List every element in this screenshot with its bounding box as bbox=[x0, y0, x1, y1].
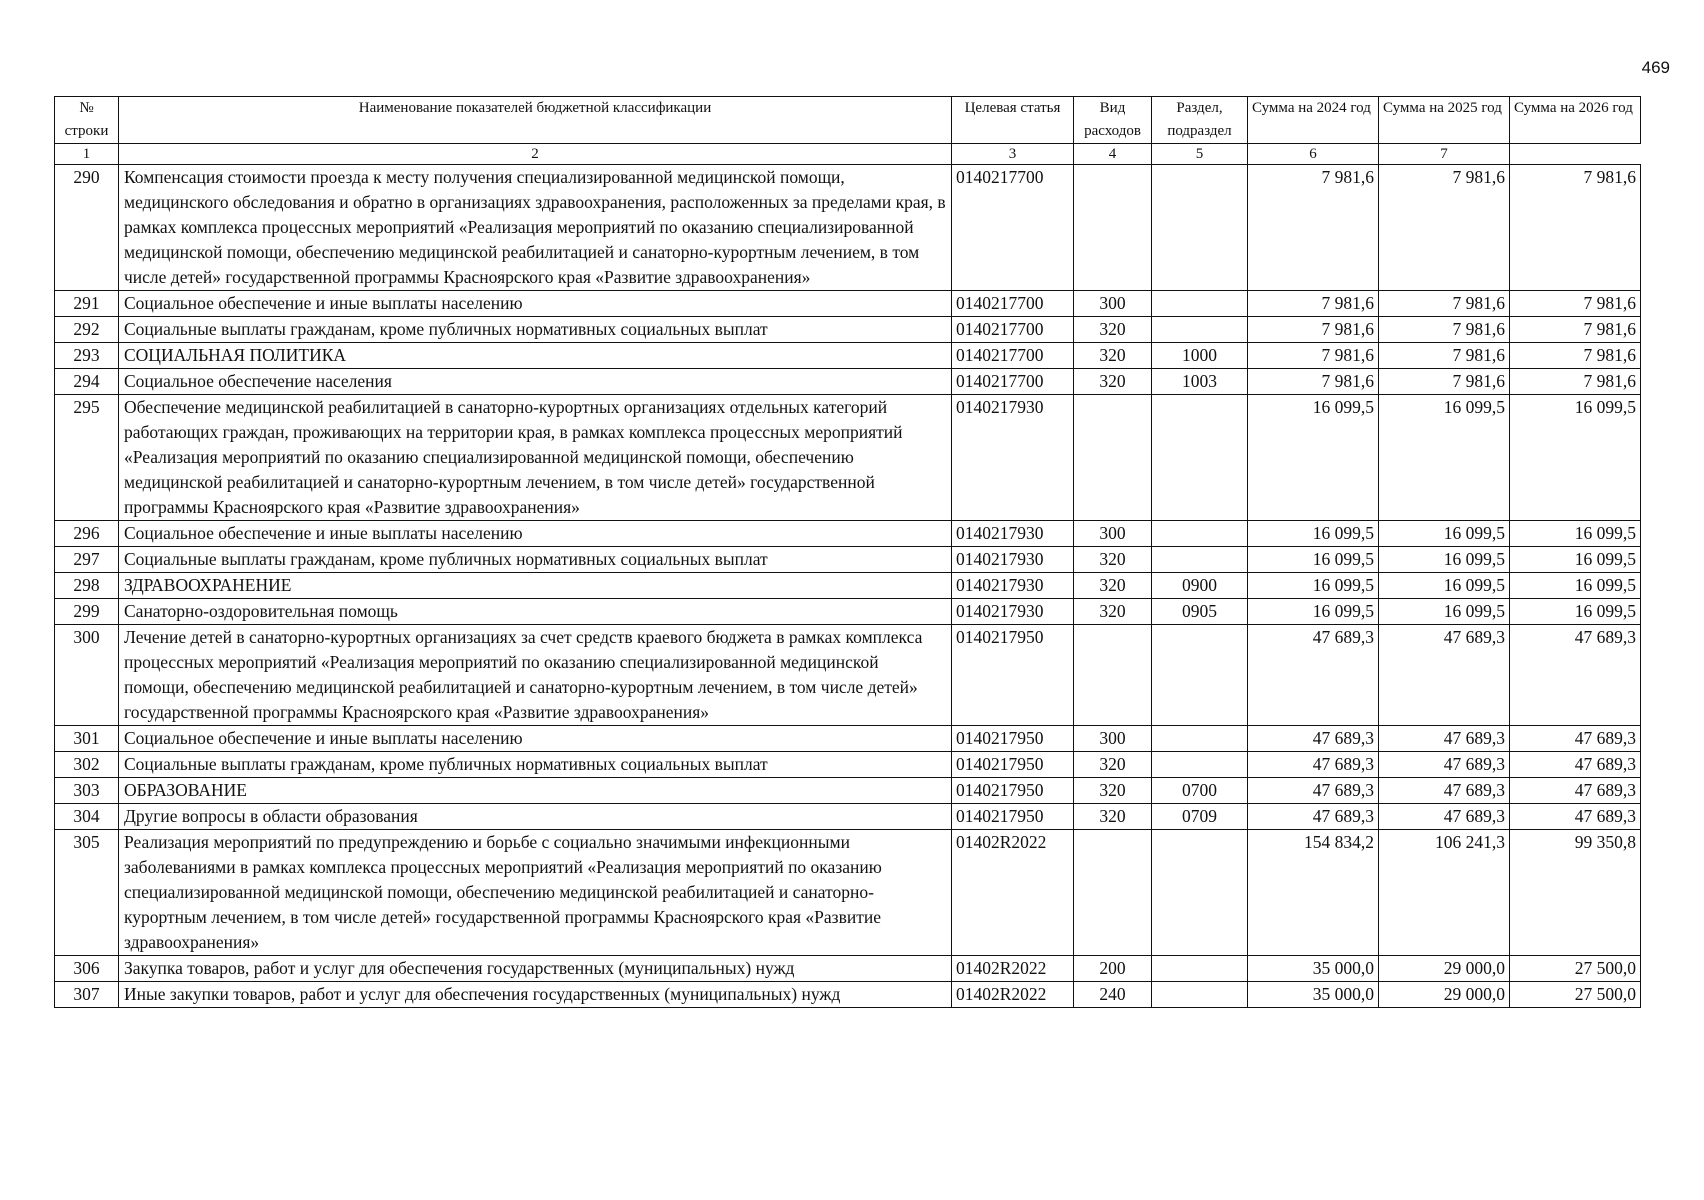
sum-2026-cell: 16 099,5 bbox=[1510, 521, 1641, 547]
expense-type-cell: 320 bbox=[1074, 547, 1152, 573]
target-article-cell: 0140217700 bbox=[952, 165, 1074, 291]
expense-type-cell: 320 bbox=[1074, 752, 1152, 778]
section-cell: 1003 bbox=[1152, 369, 1248, 395]
sum-2025-cell: 47 689,3 bbox=[1379, 625, 1510, 726]
expense-type-cell bbox=[1074, 165, 1152, 291]
target-article-cell: 0140217950 bbox=[952, 778, 1074, 804]
indicator-name-cell: Лечение детей в санаторно-курортных организациях за счет средств краевого бюджета в рамках комплекса процессных мероприятий «Реализация мероприятий по оказанию специализированной медицинской помощи, обеспечению медицинской реабилитацией и санаторно-курортным лечением, в том числе детей» государственной программы Красноярского края «Развитие здравоохранения» bbox=[119, 625, 952, 726]
header-sum-2024: Сумма на 2024 год bbox=[1248, 97, 1379, 144]
target-article-cell: 0140217700 bbox=[952, 369, 1074, 395]
sum-2026-cell: 16 099,5 bbox=[1510, 599, 1641, 625]
section-cell: 0700 bbox=[1152, 778, 1248, 804]
target-article-cell: 01402R2022 bbox=[952, 830, 1074, 956]
sum-2025-cell: 47 689,3 bbox=[1379, 778, 1510, 804]
expense-type-cell: 320 bbox=[1074, 778, 1152, 804]
sum-2026-cell: 16 099,5 bbox=[1510, 395, 1641, 521]
expense-type-cell bbox=[1074, 625, 1152, 726]
target-article-cell: 01402R2022 bbox=[952, 956, 1074, 982]
indicator-name-cell: Компенсация стоимости проезда к месту получения специализированной медицинской помощи, медицинского обследования и обратно в организациях здравоохранения, расположенных за пределами края, в рамках комплекса процессных мероприятий «Реализация мероприятий по оказанию специализированной медицинской помощи, обеспечению медицинской реабилитацией и санаторно-курортным лечением, в том числе детей» государственной программы Красноярского края «Развитие здравоохранения» bbox=[119, 165, 952, 291]
sum-2024-cell: 47 689,3 bbox=[1248, 778, 1379, 804]
sum-2024-cell: 16 099,5 bbox=[1248, 395, 1379, 521]
table-row bbox=[55, 956, 1641, 982]
sum-2025-cell: 47 689,3 bbox=[1379, 752, 1510, 778]
row-number-cell: 299 bbox=[55, 599, 119, 625]
expense-type-cell: 300 bbox=[1074, 291, 1152, 317]
row-number-cell: 297 bbox=[55, 547, 119, 573]
header-row-number: № строки bbox=[55, 97, 119, 144]
column-index: 5 bbox=[1152, 144, 1248, 165]
indicator-name-cell: Иные закупки товаров, работ и услуг для обеспечения государственных (муниципальных) нужд bbox=[119, 982, 952, 1008]
target-article-cell: 0140217930 bbox=[952, 547, 1074, 573]
column-index: 1 bbox=[55, 144, 119, 165]
sum-2024-cell: 35 000,0 bbox=[1248, 982, 1379, 1008]
sum-2025-cell: 16 099,5 bbox=[1379, 521, 1510, 547]
sum-2024-cell: 16 099,5 bbox=[1248, 599, 1379, 625]
sum-2025-cell: 29 000,0 bbox=[1379, 956, 1510, 982]
target-article-cell: 01402R2022 bbox=[952, 982, 1074, 1008]
indicator-name-cell: Социальные выплаты гражданам, кроме публичных нормативных социальных выплат bbox=[119, 547, 952, 573]
column-index: 3 bbox=[952, 144, 1074, 165]
sum-2025-cell: 47 689,3 bbox=[1379, 726, 1510, 752]
table-row bbox=[55, 547, 1641, 573]
table-row bbox=[55, 395, 1641, 521]
sum-2025-cell: 106 241,3 bbox=[1379, 830, 1510, 956]
table-row bbox=[55, 291, 1641, 317]
row-number-cell: 296 bbox=[55, 521, 119, 547]
table-row bbox=[55, 982, 1641, 1008]
sum-2026-cell: 47 689,3 bbox=[1510, 625, 1641, 726]
sum-2025-cell: 16 099,5 bbox=[1379, 395, 1510, 521]
sum-2025-cell: 7 981,6 bbox=[1379, 165, 1510, 291]
page-number: 469 bbox=[1641, 58, 1670, 77]
section-cell bbox=[1152, 395, 1248, 521]
column-index: 6 bbox=[1248, 144, 1379, 165]
table-row bbox=[55, 165, 1641, 291]
sum-2026-cell: 47 689,3 bbox=[1510, 752, 1641, 778]
row-number-cell: 290 bbox=[55, 165, 119, 291]
expense-type-cell: 320 bbox=[1074, 317, 1152, 343]
table-row bbox=[55, 726, 1641, 752]
sum-2025-cell: 7 981,6 bbox=[1379, 369, 1510, 395]
table-row bbox=[55, 343, 1641, 369]
section-cell: 0900 bbox=[1152, 573, 1248, 599]
row-number-cell: 302 bbox=[55, 752, 119, 778]
sum-2024-cell: 47 689,3 bbox=[1248, 726, 1379, 752]
sum-2024-cell: 16 099,5 bbox=[1248, 573, 1379, 599]
table-row bbox=[55, 625, 1641, 726]
table-body bbox=[55, 165, 1641, 1008]
expense-type-cell: 240 bbox=[1074, 982, 1152, 1008]
indicator-name-cell: Закупка товаров, работ и услуг для обеспечения государственных (муниципальных) нужд bbox=[119, 956, 952, 982]
sum-2025-cell: 7 981,6 bbox=[1379, 291, 1510, 317]
indicator-name-cell: Социальные выплаты гражданам, кроме публичных нормативных социальных выплат bbox=[119, 752, 952, 778]
header-target-article: Целевая статья bbox=[952, 97, 1074, 144]
section-cell: 0709 bbox=[1152, 804, 1248, 830]
target-article-cell: 0140217930 bbox=[952, 599, 1074, 625]
table-row bbox=[55, 573, 1641, 599]
indicator-name-cell: Социальное обеспечение и иные выплаты населению bbox=[119, 726, 952, 752]
sum-2025-cell: 7 981,6 bbox=[1379, 343, 1510, 369]
row-number-cell: 291 bbox=[55, 291, 119, 317]
sum-2024-cell: 47 689,3 bbox=[1248, 625, 1379, 726]
section-cell bbox=[1152, 982, 1248, 1008]
sum-2025-cell: 16 099,5 bbox=[1379, 599, 1510, 625]
sum-2024-cell: 16 099,5 bbox=[1248, 521, 1379, 547]
sum-2024-cell: 7 981,6 bbox=[1248, 343, 1379, 369]
table-row bbox=[55, 521, 1641, 547]
sum-2024-cell: 16 099,5 bbox=[1248, 547, 1379, 573]
expense-type-cell: 300 bbox=[1074, 726, 1152, 752]
section-cell: 0905 bbox=[1152, 599, 1248, 625]
sum-2026-cell: 27 500,0 bbox=[1510, 982, 1641, 1008]
sum-2024-cell: 7 981,6 bbox=[1248, 317, 1379, 343]
expense-type-cell: 320 bbox=[1074, 573, 1152, 599]
expense-type-cell: 320 bbox=[1074, 343, 1152, 369]
sum-2024-cell: 154 834,2 bbox=[1248, 830, 1379, 956]
sum-2026-cell: 16 099,5 bbox=[1510, 573, 1641, 599]
row-number-cell: 305 bbox=[55, 830, 119, 956]
sum-2025-cell: 7 981,6 bbox=[1379, 317, 1510, 343]
header-indicator-name: Наименование показателей бюджетной классификации bbox=[119, 97, 952, 144]
column-index: 2 bbox=[119, 144, 952, 165]
sum-2024-cell: 7 981,6 bbox=[1248, 165, 1379, 291]
indicator-name-cell: ОБРАЗОВАНИЕ bbox=[119, 778, 952, 804]
sum-2026-cell: 16 099,5 bbox=[1510, 547, 1641, 573]
table-header-row bbox=[55, 97, 1641, 144]
row-number-cell: 304 bbox=[55, 804, 119, 830]
target-article-cell: 0140217700 bbox=[952, 343, 1074, 369]
sum-2026-cell: 7 981,6 bbox=[1510, 291, 1641, 317]
section-cell bbox=[1152, 726, 1248, 752]
row-number-cell: 293 bbox=[55, 343, 119, 369]
row-number-cell: 307 bbox=[55, 982, 119, 1008]
sum-2026-cell: 47 689,3 bbox=[1510, 804, 1641, 830]
sum-2024-cell: 35 000,0 bbox=[1248, 956, 1379, 982]
budget-classification-table bbox=[54, 96, 1641, 1008]
target-article-cell: 0140217930 bbox=[952, 521, 1074, 547]
sum-2026-cell: 7 981,6 bbox=[1510, 317, 1641, 343]
sum-2025-cell: 29 000,0 bbox=[1379, 982, 1510, 1008]
row-number-cell: 303 bbox=[55, 778, 119, 804]
column-index-row bbox=[55, 144, 1641, 165]
indicator-name-cell: СОЦИАЛЬНАЯ ПОЛИТИКА bbox=[119, 343, 952, 369]
section-cell bbox=[1152, 521, 1248, 547]
sum-2026-cell: 27 500,0 bbox=[1510, 956, 1641, 982]
sum-2026-cell: 7 981,6 bbox=[1510, 369, 1641, 395]
table-row bbox=[55, 778, 1641, 804]
indicator-name-cell: Социальное обеспечение населения bbox=[119, 369, 952, 395]
sum-2026-cell: 47 689,3 bbox=[1510, 726, 1641, 752]
section-cell bbox=[1152, 165, 1248, 291]
row-number-cell: 295 bbox=[55, 395, 119, 521]
expense-type-cell: 320 bbox=[1074, 804, 1152, 830]
sum-2026-cell: 7 981,6 bbox=[1510, 343, 1641, 369]
target-article-cell: 0140217950 bbox=[952, 726, 1074, 752]
section-cell bbox=[1152, 752, 1248, 778]
section-cell bbox=[1152, 830, 1248, 956]
section-cell bbox=[1152, 547, 1248, 573]
sum-2026-cell: 7 981,6 bbox=[1510, 165, 1641, 291]
sum-2026-cell: 47 689,3 bbox=[1510, 778, 1641, 804]
table-row bbox=[55, 804, 1641, 830]
indicator-name-cell: Другие вопросы в области образования bbox=[119, 804, 952, 830]
header-expense-type: Вид расходов bbox=[1074, 97, 1152, 144]
section-cell bbox=[1152, 291, 1248, 317]
indicator-name-cell: Реализация мероприятий по предупреждению и борьбе с социально значимыми инфекционными заболеваниями в рамках комплекса процессных мероприятий «Реализация мероприятий по оказанию специализированной медицинской помощи, обеспечению медицинской реабилитацией и санаторно-курортным лечением, в том числе детей» государственной программы Красноярского края «Развитие здравоохранения» bbox=[119, 830, 952, 956]
row-number-cell: 292 bbox=[55, 317, 119, 343]
row-number-cell: 301 bbox=[55, 726, 119, 752]
sum-2024-cell: 7 981,6 bbox=[1248, 291, 1379, 317]
target-article-cell: 0140217950 bbox=[952, 804, 1074, 830]
table-row bbox=[55, 317, 1641, 343]
expense-type-cell: 300 bbox=[1074, 521, 1152, 547]
indicator-name-cell: ЗДРАВООХРАНЕНИЕ bbox=[119, 573, 952, 599]
indicator-name-cell: Социальное обеспечение и иные выплаты населению bbox=[119, 291, 952, 317]
table-row bbox=[55, 830, 1641, 956]
header-sum-2026: Сумма на 2026 год bbox=[1510, 97, 1641, 144]
expense-type-cell: 320 bbox=[1074, 599, 1152, 625]
expense-type-cell: 320 bbox=[1074, 369, 1152, 395]
row-number-cell: 294 bbox=[55, 369, 119, 395]
target-article-cell: 0140217700 bbox=[952, 317, 1074, 343]
expense-type-cell bbox=[1074, 395, 1152, 521]
table-row bbox=[55, 369, 1641, 395]
indicator-name-cell: Социальное обеспечение и иные выплаты населению bbox=[119, 521, 952, 547]
indicator-name-cell: Санаторно-оздоровительная помощь bbox=[119, 599, 952, 625]
sum-2025-cell: 47 689,3 bbox=[1379, 804, 1510, 830]
target-article-cell: 0140217700 bbox=[952, 291, 1074, 317]
expense-type-cell: 200 bbox=[1074, 956, 1152, 982]
target-article-cell: 0140217950 bbox=[952, 625, 1074, 726]
sum-2024-cell: 47 689,3 bbox=[1248, 804, 1379, 830]
header-section: Раздел, подраздел bbox=[1152, 97, 1248, 144]
section-cell: 1000 bbox=[1152, 343, 1248, 369]
section-cell bbox=[1152, 625, 1248, 726]
target-article-cell: 0140217930 bbox=[952, 395, 1074, 521]
table-row bbox=[55, 752, 1641, 778]
indicator-name-cell: Социальные выплаты гражданам, кроме публичных нормативных социальных выплат bbox=[119, 317, 952, 343]
section-cell bbox=[1152, 317, 1248, 343]
header-sum-2025: Сумма на 2025 год bbox=[1379, 97, 1510, 144]
row-number-cell: 306 bbox=[55, 956, 119, 982]
expense-type-cell bbox=[1074, 830, 1152, 956]
sum-2024-cell: 47 689,3 bbox=[1248, 752, 1379, 778]
row-number-cell: 298 bbox=[55, 573, 119, 599]
sum-2025-cell: 16 099,5 bbox=[1379, 547, 1510, 573]
target-article-cell: 0140217930 bbox=[952, 573, 1074, 599]
table-row bbox=[55, 599, 1641, 625]
row-number-cell: 300 bbox=[55, 625, 119, 726]
section-cell bbox=[1152, 956, 1248, 982]
column-index: 7 bbox=[1379, 144, 1510, 165]
sum-2025-cell: 16 099,5 bbox=[1379, 573, 1510, 599]
sum-2024-cell: 7 981,6 bbox=[1248, 369, 1379, 395]
target-article-cell: 0140217950 bbox=[952, 752, 1074, 778]
indicator-name-cell: Обеспечение медицинской реабилитацией в санаторно-курортных организациях отдельных категорий работающих граждан, проживающих на территории края, в рамках комплекса процессных мероприятий «Реализация мероприятий по оказанию специализированной медицинской помощи, обеспечению медицинской реабилитацией и санаторно-курортным лечением, в том числе детей» государственной программы Красноярского края «Развитие здравоохранения» bbox=[119, 395, 952, 521]
column-index: 4 bbox=[1074, 144, 1152, 165]
sum-2026-cell: 99 350,8 bbox=[1510, 830, 1641, 956]
